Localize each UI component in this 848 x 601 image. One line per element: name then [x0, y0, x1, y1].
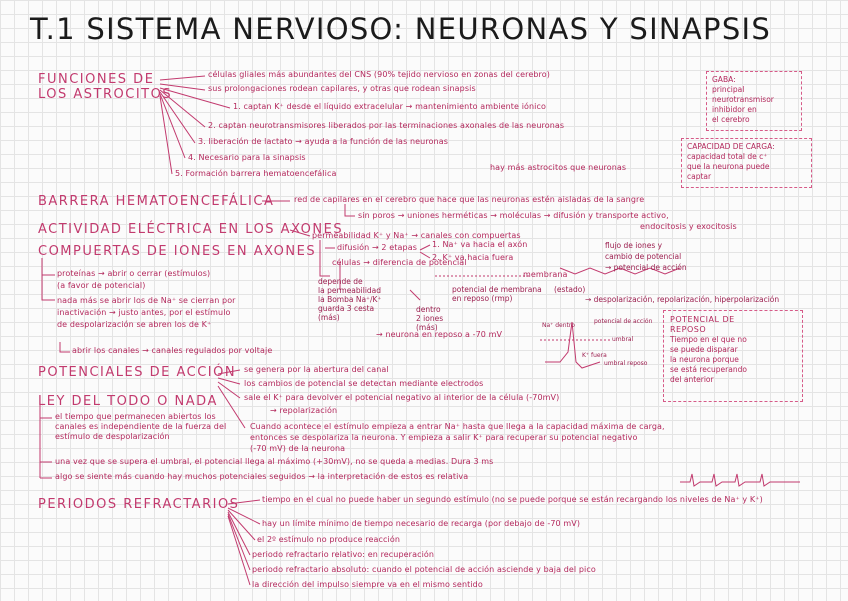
- ley-heading: LEY DEL TODO O NADA: [38, 394, 218, 409]
- astrocitos-note: hay más astrocitos que neuronas: [490, 163, 627, 172]
- acciones-item: los cambios de potencial se detectan mediante electrodos: [244, 379, 484, 388]
- barrera-sub: sin poros → uniones herméticas → moléculas → difusión y transporte activo,: [358, 211, 669, 220]
- acciones-heading: POTENCIALES DE ACCIÓN: [38, 365, 237, 380]
- graph-label: K⁺ fuera: [582, 352, 607, 359]
- actividad-etapa: 1. Na⁺ va hacia el axón: [432, 240, 528, 249]
- acciones-item: sale el K⁺ para devolver el potencial negativo al interior de la célula (-70mV): [244, 393, 560, 402]
- astrocitos-item: 1. captan K⁺ desde el líquido extracelular → mantenimiento ambiente iónico: [233, 102, 547, 111]
- flujo-estado: (estado): [554, 285, 586, 294]
- barrera-heading: BARRERA HEMATOENCEFÁLICA: [38, 194, 275, 209]
- actividad-difusion: difusión → 2 etapas: [337, 243, 417, 252]
- compuertas-proteinas: proteínas → abrir o cerrar (estímulos): [57, 269, 211, 278]
- actividad-membrana: membrana: [523, 270, 568, 279]
- periodos-item: la dirección del impulso siempre va en el mismo sentido: [252, 580, 483, 589]
- ley-item: una vez que se supera el umbral, el potencial llega al máximo (+30mV), no se queda a medias. Dura 3 ms: [55, 457, 494, 466]
- actividad-reposo: potencial de membrana en reposo (rmp): [452, 285, 542, 303]
- page-title: T.1 SISTEMA NERVIOSO: NEURONAS Y SINAPSIS: [30, 12, 772, 46]
- actividad-heading: ACTIVIDAD ELÉCTRICA EN LOS AXONES: [38, 222, 344, 237]
- compuertas-abrir: abrir los canales → canales regulados por voltaje: [72, 346, 273, 355]
- graph-label: umbral: [612, 336, 634, 343]
- graph-label: umbral reposo: [604, 360, 648, 367]
- astrocitos-heading: FUNCIONES DE LOS ASTROCITOS: [38, 72, 173, 102]
- actividad-etapa: 2. K⁺ va hacia fuera: [432, 253, 514, 262]
- compuertas-heading: COMPUERTAS DE IONES EN AXONES: [38, 244, 317, 259]
- actividad-celulas: células → diferencia de potencial: [332, 258, 467, 267]
- astrocitos-item: 2. captan neurotransmisores liberados por las terminaciones axonales de las neuronas: [208, 121, 565, 130]
- acciones-item: → repolarización: [270, 406, 338, 415]
- acciones-item: se genera por la abertura del canal: [244, 365, 389, 374]
- barrera-text: red de capilares en el cerebro que hace que las neuronas estén aisladas de la sangre: [294, 195, 645, 204]
- gaba-box: GABA: principal neurotransmisor inhibidor en el cerebro: [706, 71, 802, 131]
- astrocitos-item: células gliales más abundantes del CNS (90% tejido nervioso en zonas del cerebro): [208, 70, 550, 79]
- compuertas-cierre: nada más se abrir los de Na⁺ se cierran por inactivación → justo antes, por el estímulo de despolarización se abren los de K⁺: [57, 296, 236, 329]
- astrocitos-item: sus prolongaciones rodean capilares, y otras que rodean sinapsis: [208, 84, 476, 93]
- spike-train-graph: [680, 474, 800, 486]
- periodos-item: el 2º estímulo no produce reacción: [257, 535, 400, 544]
- ley-item: algo se siente más cuando hay muchos potenciales seguidos → la interpretación de estos es relativa: [55, 472, 469, 481]
- barrera-sub: endocitosis y exocitosis: [640, 222, 737, 231]
- actividad-perm: permeabilidad K⁺ y Na⁺ → canales con compuertas: [312, 231, 521, 240]
- periodos-item: hay un límite mínimo de tiempo necesario de recarga (por debajo de -70 mV): [262, 519, 581, 528]
- graph-label: potencial de acción: [594, 318, 653, 325]
- periodos-item: periodo refractario absoluto: cuando el potencial de acción asciende y baja del pico: [252, 565, 596, 574]
- actividad-depende: depende de la permeabilidad la Bomba Na⁺/K⁺ guarda 3 cesta (más): [318, 277, 382, 322]
- periodos-item: tiempo en el cual no puede haber un segundo estímulo (no se puede porque se están recargando los niveles de Na⁺ y K⁺): [262, 495, 763, 504]
- flujo-iones: flujo de iones y cambio de potencial → potencial de acción: [605, 241, 687, 272]
- actividad-reposo-valor: → neurona en reposo a -70 mV: [376, 330, 503, 339]
- graph-label: Na⁺ dentro: [542, 322, 575, 329]
- astrocitos-item: 4. Necesario para la sinapsis: [188, 153, 306, 162]
- periodos-item: periodo refractario relativo: en recuperación: [252, 550, 435, 559]
- periodos-heading: PERIODOS REFRACTARIOS: [38, 497, 240, 512]
- potencial-reposo-box: POTENCIAL DE REPOSO Tiempo en el que no se puede disparar la neurona porque se está recuperando del anterior: [663, 310, 803, 402]
- ley-item: el tiempo que permanecen abiertos los canales es independiente de la fuerza del estímulo de despolarización: [55, 412, 227, 441]
- astrocitos-item: 3. liberación de lactato → ayuda a la función de las neuronas: [198, 137, 448, 146]
- acciones-cuando: Cuando acontece el estímulo empieza a entrar Na⁺ hasta que llega a la capacidad máxima de carga, entonces se despolariza la neurona. Y empieza a salir K⁺ para recuperar su potencial negativo (-70 mV) de la neurona: [250, 422, 665, 453]
- flujo-despolarizacion: → despolarización, repolarización, hiperpolarización: [585, 295, 780, 304]
- capacidad-carga-box: CAPACIDAD DE CARGA: capacidad total de c⁺ que la neurona puede captar: [681, 138, 812, 188]
- astrocitos-item: 5. Formación barrera hematoencefálica: [175, 169, 337, 178]
- compuertas-favor: (a favor de potencial): [57, 281, 146, 290]
- actividad-dentro: dentro 2 iones (más): [416, 305, 444, 332]
